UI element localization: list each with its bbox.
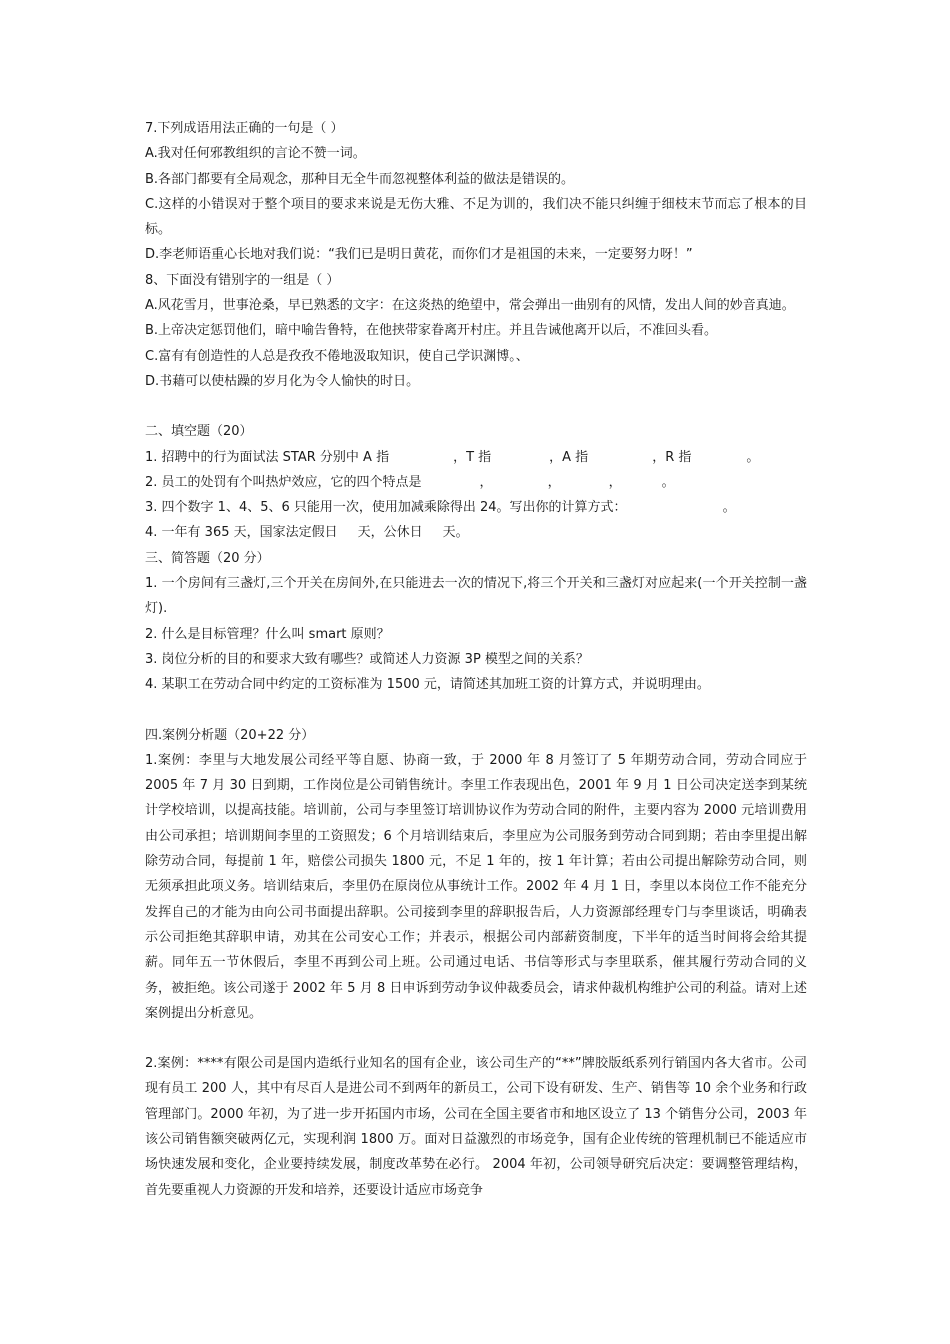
spacer <box>145 1026 807 1051</box>
question-8 <box>145 268 807 394</box>
short-question-2: 2. 什么是目标管理？什么叫 smart 原则？ <box>145 626 390 642</box>
fill-text: 4. 一年有 365 天，国家法定假日 <box>145 525 338 541</box>
short-answer-section <box>145 546 807 698</box>
fill-text: 。 <box>722 500 736 516</box>
case-1-paragraph: 1.案例：李里与大地发展公司经平等自愿、协商一致，于 2000 年 8 月签订了 5 年期劳动合同，劳动合同应于 2005 年 7 月 30 日到期，工作岗位是公司销售统计。李里工作表现出色，2001 年 9 月 1 日公司决定送李到某统计学校培训，以提高技能。培训前，公司与李里签订培训协议作为劳动合同的附件，主要内容为 2000 元培训费用由公司承担；培训期间李里的工资照发；6 个月培训结束后，李里应为公司服务到劳动合同到期；若由李里提出解除劳动合同，每提前 1 年，赔偿公司损失 1800 元，不足 1 年的，按 1 年计算；若由公司提出解除劳动合同，则无须承担此项义务。培训结束后，李里仍在原岗位从事统计工作。2002 年 4 月 1 日，李里以本岗位工作不能充分发挥自己的才能为由向公司书面提出辞职。公司接到李里的辞职报告后，人力资源部经理专门与李里谈话，明确表示公司拒绝其辞职申请，劝其在公司安心工作；并表示，根据公司内部薪资制度，下半年的适当时间将会给其提薪。同年五一节休假后，李里不再到公司上班。公司通过电话、书信等形式与李里联系，催其履行劳动合同的义务，被拒绝。该公司遂于 2002 年 5 月 8 日申诉到劳动争议仲裁委员会，请求仲裁机构维护公司的利益。请对上述案例提出分析意见。 <box>145 752 807 1021</box>
option-d: D.书藉可以使枯躁的岁月化为令人愉快的时日。 <box>145 373 420 389</box>
fill-text: ， <box>608 474 622 490</box>
document-page <box>145 116 807 1203</box>
fill-question-2 <box>145 470 807 495</box>
short-question-3: 3. 岗位分析的目的和要求大致有哪些？或简述人力资源 3P 模型之间的关系？ <box>145 651 589 667</box>
spacer <box>145 698 807 723</box>
fill-text: 1. 招聘中的行为面试法 STAR 分别中 A 指 <box>145 449 390 465</box>
fill-text: 2. 员工的处罚有个叫热炉效应，它的四个特点是 <box>145 474 422 490</box>
short-question-1: 1. 一个房间有三盏灯,三个开关在房间外,在只能进去一次的情况下,将三个开关和三盏灯对应起来(一个开关控制一盏灯). <box>145 576 807 617</box>
fill-question-4 <box>145 520 807 545</box>
fill-text: ，A 指 <box>549 449 589 465</box>
fill-text: 。 <box>661 474 675 490</box>
option-c: C.富有有创造性的人总是孜孜不倦地汲取知识，使自己学识渊博。、 <box>145 348 529 364</box>
question-7 <box>145 116 807 268</box>
fill-text: 天，公休日 <box>357 525 423 541</box>
section-title: 二、填空题（20） <box>145 424 253 440</box>
question-stem: 7.下列成语用法正确的一句是（ ） <box>145 121 344 136</box>
option-a: A.我对任何邪教组织的言论不赞一词。 <box>145 146 366 162</box>
fill-text: ，T 指 <box>453 449 492 465</box>
case-2-paragraph: 2.案例：****有限公司是国内造纸行业知名的国有企业，该公司生产的“**”牌胶版纸系列行销国内各大省市。公司现有员工 200 人，其中有尽百人是进公司不到两年的新员工，公司下设有研发、生产、销售等 10 余个业务和行政管理部门。2000 年初，为了进一步开拓国内市场，公司在全国主要省市和地区设立了 13 个销售分公司，2003 年该公司销售额突破两亿元，实现利润 1800 万。面对日益激烈的市场竞争，国有企业传统的管理机制已不能适应市场快速发展和变化，企业要持续发展，制度改革势在必行。 2004 年初，公司领导研究后决定：要调整管理结构，首先要重视人力资源的开发和培养，还要设计适应市场竞争 <box>145 1056 807 1198</box>
fill-text: ， <box>479 474 493 490</box>
fill-question-3 <box>145 495 807 520</box>
fill-in-section <box>145 419 807 545</box>
fill-text: 3. 四个数字 1、4、5、6 只能用一次，使用加减乘除得出 24。写出你的计算方式： <box>145 500 627 516</box>
section-title: 四.案例分析题（20+22 分） <box>145 727 315 743</box>
section-title: 三、简答题（20 分） <box>145 550 270 566</box>
question-stem: 8、下面没有错别字的一组是（ ） <box>145 272 340 288</box>
option-c: C.这样的小错误对于整个项目的要求来说是无伤大雅、不足为训的，我们决不能只纠缠于细枝末节而忘了根本的目标。 <box>145 196 807 238</box>
fill-text: 。 <box>746 449 760 465</box>
option-a: A.风花雪月，世事沧桑，早已熟悉的文字：在这炎热的绝望中，常会弹出一曲别有的风情，发出人间的妙音真迪。 <box>145 298 795 314</box>
spacer <box>145 394 807 419</box>
fill-text: 天。 <box>442 525 469 541</box>
fill-question-1 <box>145 445 807 470</box>
fill-text: ，R 指 <box>652 449 692 465</box>
fill-text: ， <box>547 474 561 490</box>
case-analysis-section <box>145 723 807 1203</box>
option-d: D.李老师语重心长地对我们说：“我们已是明日黄花，而你们才是祖国的未来，一定要努力呀！” <box>145 247 693 263</box>
option-b: B.各部门都要有全局观念，那种目无全牛而忽视整体利益的做法是错误的。 <box>145 171 575 187</box>
short-question-4: 4. 某职工在劳动合同中约定的工资标准为 1500 元，请简述其加班工资的计算方式，并说明理由。 <box>145 677 710 693</box>
option-b: B.上帝决定惩罚他们，暗中喻告鲁特，在他挟带家眷离开村庄。并且告诫他离开以后，不准回头看。 <box>145 323 718 339</box>
